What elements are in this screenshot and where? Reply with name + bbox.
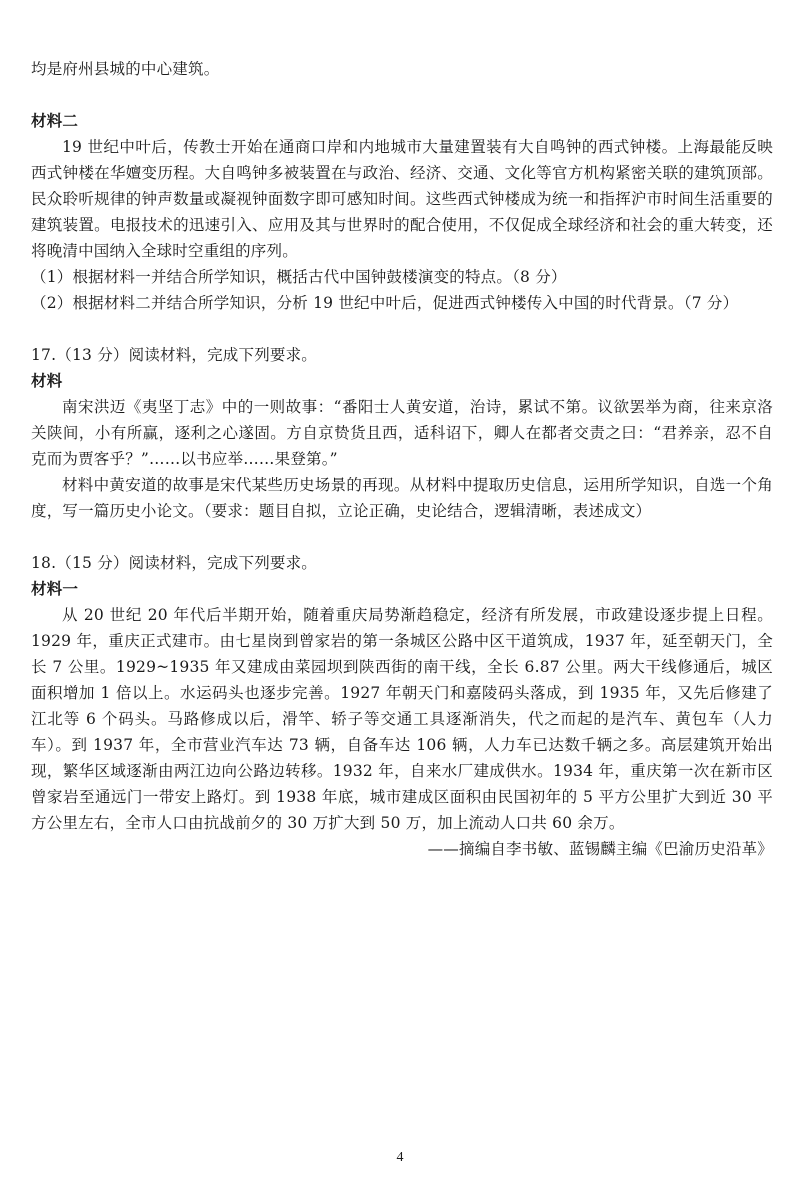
question-17-story: 南宋洪迈《夷坚丁志》中的一则故事：“番阳士人黄安道，治诗，累试不第。议欲罢举为商，往来京洛关陕间，小有所赢，逐利之心遂固。方自京贽货且西，适科诏下，卿人在都者交责之曰：“君养亲，忍不自克而为贾客乎？”……以书应举……果登第。” [31, 398, 773, 468]
spacer [31, 82, 773, 108]
question-18-source: ——摘编自李书敏、蓝锡麟主编《巴渝历史沿革》 [427, 840, 773, 858]
question-17-section [31, 342, 773, 524]
exam-page [31, 56, 773, 862]
question-18-material-heading: 材料一 [31, 580, 79, 598]
question-17-material-heading: 材料 [31, 372, 63, 390]
continued-line: 均是府州县城的中心建筑。 [31, 60, 220, 78]
material-2-paragraph: 19 世纪中叶后，传教士开始在通商口岸和内地城市大量建置装有大自鸣钟的西式钟楼。上海最能反映西式钟楼在华嬗变历程。大自鸣钟多被装置在与政治、经济、交通、文化等官方机构紧密关联的建筑顶部。民众聆听规律的钟声数量或凝视钟面数字即可感知时间。这些西式钟楼成为统一和指挥沪市时间生活重要的建筑装置。电报技术的迅速引入、应用及其与世界时的配合使用，不仅促成全球经济和社会的重大转变，还将晚清中国纳入全球时空重组的序列。 [31, 138, 773, 260]
question-18-title: 18.（15 分）阅读材料，完成下列要求。 [31, 554, 318, 572]
spacer [31, 524, 773, 550]
question-16-1: （1）根据材料一并结合所学知识，概括古代中国钟鼓楼演变的特点。（8 分） [31, 268, 567, 286]
material-2-section [31, 108, 773, 316]
question-18-paragraph: 从 20 世纪 20 年代后半期开始，随着重庆局势渐趋稳定，经济有所发展，市政建设逐步提上日程。1929 年，重庆正式建市。由七星岗到曾家岩的第一条城区公路中区干道筑成，1937 年，延至朝天门，全长 7 公里。1929~1935 年又建成由菜园坝到陕西街的南干线，全长 6.87 公里。两大干线修通后，城区面积增加 1 倍以上。水运码头也逐步完善。1927 年朝天门和嘉陵码头落成，到 1935 年，又先后修建了江北等 6 个码头。马路修成以后，滑竿、轿子等交通工具逐渐消失，代之而起的是汽车、黄包车（人力车）。到 1937 年，全市营业汽车达 73 辆，自备车达 106 辆，人力车已达数千辆之多。高层建筑开始出现，繁华区域逐渐由两江边向公路边转移。1932 年，自来水厂建成供水。1934 年，重庆第一次在新市区曾家岩至通远门一带安上路灯。到 1938 年底，城市建成区面积由民国初年的 5 平方公里扩大到近 30 平方公里左右，全市人口由抗战前夕的 30 万扩大到 50 万，加上流动人口共 60 余万。 [31, 606, 773, 832]
question-16-2: （2）根据材料二并结合所学知识，分析 19 世纪中叶后，促进西式钟楼传入中国的时代背景。（7 分） [31, 294, 739, 312]
material-2-heading: 材料二 [31, 112, 79, 130]
page-number: 4 [396, 1150, 404, 1165]
spacer [31, 316, 773, 342]
question-17-title: 17.（13 分）阅读材料，完成下列要求。 [31, 346, 318, 364]
question-17-task: 材料中黄安道的故事是宋代某些历史场景的再现。从材料中提取历史信息，运用所学知识，自选一个角度，写一篇历史小论文。（要求：题目自拟，立论正确，史论结合，逻辑清晰，表述成文） [31, 476, 773, 520]
question-18-section [31, 550, 773, 862]
